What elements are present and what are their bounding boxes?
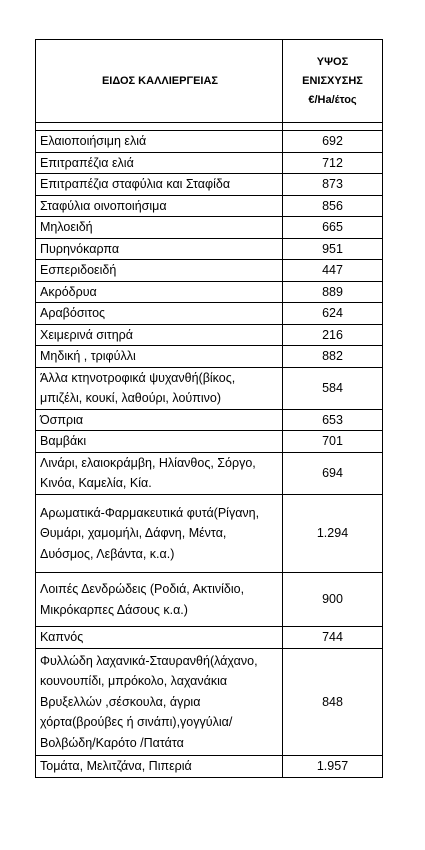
crop-type-cell: Αραβόσιτος: [36, 303, 283, 325]
table-row: [36, 217, 383, 239]
spacer-cell: [283, 123, 383, 131]
subsidy-amount-cell: 848: [283, 648, 383, 756]
header-amount-line: €/Ha/έτος: [308, 94, 357, 106]
header-subsidy-amount: [283, 40, 383, 123]
table-row: [36, 756, 383, 778]
subsidy-table: [35, 39, 383, 778]
subsidy-amount-cell: 856: [283, 195, 383, 217]
crop-type-cell: Ακρόδρυα: [36, 281, 283, 303]
crop-type-cell: Σταφύλια οινοποιήσιμα: [36, 195, 283, 217]
table-row: [36, 131, 383, 153]
table-row: [36, 238, 383, 260]
table-row: [36, 260, 383, 282]
crop-type-cell: Φυλλώδη λαχανικά-Σταυρανθή(λάχανο, κουνουπίδι, μπρόκολο, λαχανάκια Βρυξελλών ,σέσκουλα, άγρια χόρτα(βρούβες ή σινάπι),γογγύλια/Βολβώδη/Καρότο /Πατάτα: [36, 648, 283, 756]
subsidy-amount-cell: 712: [283, 152, 383, 174]
subsidy-amount-cell: 624: [283, 303, 383, 325]
crop-type-cell: Άλλα κτηνοτροφικά ψυχανθή(βίκος, μπιζέλι, κουκί, λαθούρι, λούπινο): [36, 367, 283, 409]
crop-type-cell: Μηδική , τριφύλλι: [36, 346, 283, 368]
header-spacer-row: [36, 123, 383, 131]
crop-type-cell: Πυρηνόκαρπα: [36, 238, 283, 260]
subsidy-amount-cell: 694: [283, 452, 383, 494]
table-row: [36, 152, 383, 174]
table-row: [36, 367, 383, 409]
crop-type-cell: Χειμερινά σιτηρά: [36, 324, 283, 346]
subsidy-amount-cell: 653: [283, 409, 383, 431]
header-amount-line: ΕΝΙΣΧΥΣΗΣ: [302, 75, 363, 87]
table-row: [36, 648, 383, 756]
table-header: [36, 40, 383, 131]
table-row: [36, 431, 383, 453]
table-row: [36, 281, 383, 303]
table-row: [36, 494, 383, 573]
crop-type-cell: Επιτραπέζια σταφύλια και Σταφίδα: [36, 174, 283, 196]
subsidy-amount-cell: 951: [283, 238, 383, 260]
subsidy-amount-cell: 692: [283, 131, 383, 153]
subsidy-amount-cell: 1.957: [283, 756, 383, 778]
subsidy-amount-cell: 882: [283, 346, 383, 368]
header-crop-type: ΕΙΔΟΣ ΚΑΛΛΙΕΡΓΕΙΑΣ: [36, 40, 283, 123]
table-row: [36, 627, 383, 649]
table-body: [36, 131, 383, 778]
subsidy-amount-cell: 447: [283, 260, 383, 282]
crop-type-cell: Λοιπές Δενδρώδεις (Ροδιά, Ακτινίδιο, Μικρόκαρπες Δάσους κ.α.): [36, 573, 283, 627]
table-row: [36, 452, 383, 494]
header-amount-line: ΥΨΟΣ: [316, 56, 349, 68]
subsidy-amount-cell: 900: [283, 573, 383, 627]
subsidy-amount-cell: 873: [283, 174, 383, 196]
crop-type-cell: Μηλοειδή: [36, 217, 283, 239]
crop-type-cell: Αρωματικά-Φαρμακευτικά φυτά(Ρίγανη, Θυμάρι, χαμομήλι, Δάφνη, Μέντα, Δυόσμος, Λεβάντα, κ.α.): [36, 494, 283, 573]
subsidy-amount-cell: 1.294: [283, 494, 383, 573]
crop-type-cell: Λινάρι, ελαιοκράμβη, Ηλίανθος, Σόργο, Κινόα, Καμελία, Κία.: [36, 452, 283, 494]
subsidy-amount-cell: 744: [283, 627, 383, 649]
subsidy-amount-cell: 701: [283, 431, 383, 453]
table-row: [36, 409, 383, 431]
subsidy-amount-cell: 889: [283, 281, 383, 303]
subsidy-amount-cell: 216: [283, 324, 383, 346]
crop-type-cell: Τομάτα, Μελιτζάνα, Πιπεριά: [36, 756, 283, 778]
table-row: [36, 346, 383, 368]
crop-type-cell: Βαμβάκι: [36, 431, 283, 453]
crop-type-cell: Ελαιοποιήσιμη ελιά: [36, 131, 283, 153]
crop-type-cell: Εσπεριδοειδή: [36, 260, 283, 282]
table-row: [36, 174, 383, 196]
header-row: [36, 40, 383, 123]
subsidy-amount-cell: 584: [283, 367, 383, 409]
crop-type-cell: Καπνός: [36, 627, 283, 649]
crop-type-cell: Επιτραπέζια ελιά: [36, 152, 283, 174]
table-row: [36, 303, 383, 325]
table-row: [36, 324, 383, 346]
table-row: [36, 195, 383, 217]
spacer-cell: [36, 123, 283, 131]
table-row: [36, 573, 383, 627]
crop-type-cell: Όσπρια: [36, 409, 283, 431]
subsidy-amount-cell: 665: [283, 217, 383, 239]
